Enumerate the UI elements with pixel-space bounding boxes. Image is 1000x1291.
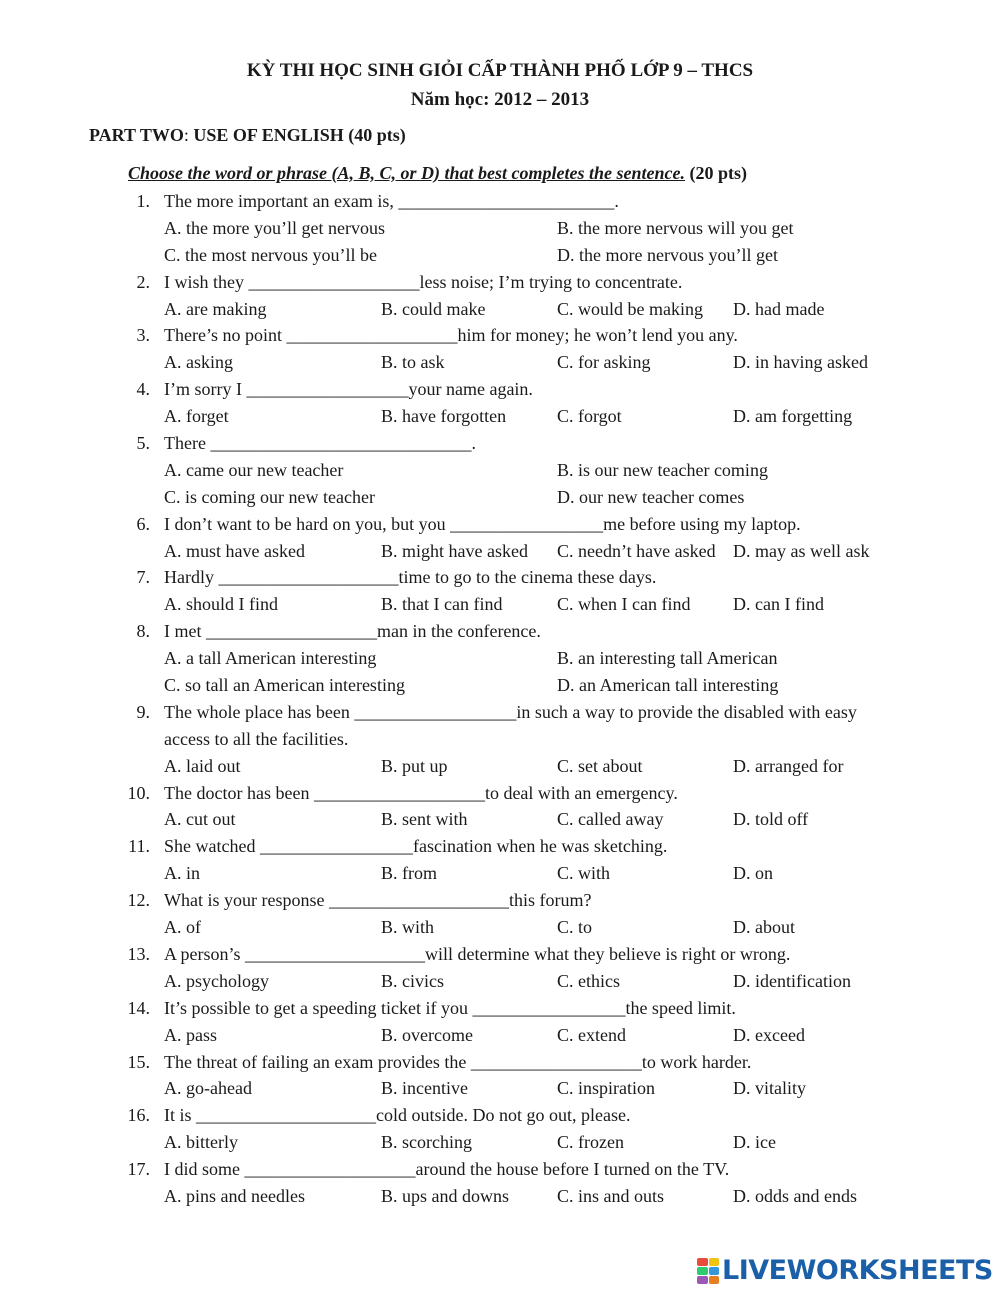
question-number: 14. (127, 997, 150, 1018)
question-row (0, 887, 1000, 914)
question-row (0, 269, 1000, 296)
answer-option: B. have forgotten (381, 406, 507, 427)
options-row (0, 457, 1000, 484)
options-row (0, 806, 1000, 833)
options-row (0, 215, 1000, 242)
logo-icon-tile (697, 1276, 708, 1284)
answer-option: C. frozen (557, 1132, 624, 1153)
answer-option: D. an American tall interesting (557, 675, 779, 696)
answer-option: C. forgot (557, 406, 622, 427)
answer-option: B. might have asked (381, 540, 528, 561)
question-row (0, 564, 1000, 591)
question-row (0, 511, 1000, 538)
answer-option: A. bitterly (164, 1132, 238, 1153)
question-number: 15. (127, 1051, 150, 1072)
answer-option: C. inspiration (557, 1078, 655, 1099)
liveworksheets-logo-icon (697, 1258, 719, 1284)
answer-option: D. odds and ends (733, 1185, 857, 1206)
question-text: The threat of failing an exam provides the ___________________to work harder. (164, 1051, 752, 1072)
options-row (0, 860, 1000, 887)
answer-option: C. the most nervous you’ll be (164, 244, 377, 265)
logo-icon-tile (709, 1267, 720, 1275)
answer-option: D. on (733, 863, 773, 884)
answer-option: B. civics (381, 970, 444, 991)
answer-option: D. ice (733, 1132, 776, 1153)
answer-option: C. ins and outs (557, 1185, 665, 1206)
answer-option: C. called away (557, 809, 664, 830)
answer-option: B. put up (381, 755, 448, 776)
question-row (0, 322, 1000, 349)
options-row (0, 538, 1000, 565)
question-number: 9. (136, 701, 150, 722)
answer-option: B. incentive (381, 1078, 468, 1099)
question-list (0, 188, 1000, 1210)
question-row (0, 188, 1000, 215)
logo-icon-tile (697, 1258, 708, 1266)
question-text: The doctor has been ___________________to deal with an emergency. (164, 782, 678, 803)
question-number: 7. (136, 567, 150, 588)
question-number: 2. (136, 271, 150, 292)
answer-option: A. pass (164, 1024, 217, 1045)
answer-option: A. a tall American interesting (164, 648, 377, 669)
answer-option: B. ups and downs (381, 1185, 510, 1206)
answer-option: B. could make (381, 298, 486, 319)
answer-option: D. vitality (733, 1078, 806, 1099)
question-text: She watched _________________fascination when he was sketching. (164, 836, 668, 857)
answer-option: B. that I can find (381, 594, 503, 615)
question-row (0, 833, 1000, 860)
question-row (0, 1156, 1000, 1183)
answer-option: A. came our new teacher (164, 459, 344, 480)
logo-text: LIVEWORKSHEETS (722, 1255, 993, 1286)
question-number: 8. (136, 621, 150, 642)
answer-option: D. arranged for (733, 755, 844, 776)
question-text: I wish they ___________________less noise; I’m trying to concentrate. (164, 271, 683, 292)
question-number: 1. (136, 191, 150, 211)
question-number: 12. (127, 890, 150, 911)
part-heading (89, 125, 406, 146)
answer-option: B. an interesting tall American (557, 648, 778, 669)
answer-option: C. ethics (557, 970, 620, 991)
question-text: There _____________________________. (164, 433, 476, 454)
answer-option: C. for asking (557, 352, 651, 373)
answer-option: C. would be making (557, 298, 703, 319)
question-row (0, 995, 1000, 1022)
answer-option: D. in having asked (733, 352, 868, 373)
options-row (0, 645, 1000, 672)
question-number: 3. (136, 325, 150, 346)
question-text: I’m sorry I __________________your name again. (164, 379, 533, 400)
question-row (0, 780, 1000, 807)
options-row (0, 591, 1000, 618)
question-row (0, 941, 1000, 968)
answer-option: A. forget (164, 406, 229, 427)
question-text: access to all the facilities. (164, 728, 349, 749)
answer-option: A. of (164, 917, 201, 938)
options-row (0, 914, 1000, 941)
answer-option: D. about (733, 917, 795, 938)
question-text: The whole place has been __________________in such a way to provide the disabled with easy (164, 701, 857, 722)
question-text: There’s no point ___________________him for money; he won’t lend you any. (164, 325, 738, 346)
question-number: 16. (127, 1105, 150, 1126)
answer-option: A. laid out (164, 755, 241, 776)
question-text: It’s possible to get a speeding ticket if you _________________the speed limit. (164, 997, 736, 1018)
options-row (0, 296, 1000, 323)
options-row (0, 403, 1000, 430)
instruction-points: (20 pts) (685, 163, 748, 183)
question-number: 6. (136, 513, 150, 534)
question-row (0, 430, 1000, 457)
question-text: I don’t want to be hard on you, but you _________________me before using my laptop. (164, 513, 801, 534)
answer-option: B. to ask (381, 352, 445, 373)
answer-option: B. is our new teacher coming (557, 459, 768, 480)
answer-option: B. overcome (381, 1024, 473, 1045)
answer-option: A. should I find (164, 594, 278, 615)
question-text: Hardly ____________________time to go to the cinema these days. (164, 567, 657, 588)
question-row (0, 376, 1000, 403)
options-row (0, 242, 1000, 269)
question-text: A person’s ____________________will determine what they believe is right or wrong. (164, 943, 791, 964)
logo-icon-tile (697, 1267, 708, 1275)
options-row (0, 1129, 1000, 1156)
answer-option: D. told off (733, 809, 809, 830)
question-text: What is your response ____________________this forum? (164, 890, 592, 911)
question-row (0, 726, 1000, 753)
question-text: The more important an exam is, ________________________. (164, 191, 619, 211)
answer-option: C. set about (557, 755, 643, 776)
school-year: Năm học: 2012 – 2013 (410, 89, 590, 110)
answer-option: A. pins and needles (164, 1185, 305, 1206)
answer-option: A. in (164, 863, 200, 884)
options-row (0, 672, 1000, 699)
options-row (0, 1075, 1000, 1102)
answer-option: C. so tall an American interesting (164, 675, 405, 696)
answer-option: B. scorching (381, 1132, 472, 1153)
question-row (0, 618, 1000, 645)
answer-option: A. psychology (164, 970, 269, 991)
answer-option: C. extend (557, 1024, 626, 1045)
liveworksheets-logo (697, 1255, 993, 1286)
answer-option: C. when I can find (557, 594, 691, 615)
part-label: PART TWO (89, 125, 184, 145)
answer-option: B. with (381, 917, 435, 938)
answer-option: D. am forgetting (733, 406, 853, 427)
options-row (0, 753, 1000, 780)
options-row (0, 1022, 1000, 1049)
answer-option: A. must have asked (164, 540, 305, 561)
answer-option: D. can I find (733, 594, 824, 615)
question-row (0, 699, 1000, 726)
question-row (0, 1102, 1000, 1129)
options-row (0, 1183, 1000, 1210)
answer-option: C. to (557, 917, 593, 938)
question-number: 17. (127, 1159, 150, 1180)
instruction-text: Choose the word or phrase (A, B, C, or D) that best completes the sentence. (128, 163, 686, 183)
answer-option: A. are making (164, 298, 267, 319)
answer-option: B. from (381, 863, 437, 884)
question-row (0, 1049, 1000, 1076)
question-number: 4. (136, 379, 150, 400)
answer-option: D. our new teacher comes (557, 486, 745, 507)
answer-option: A. asking (164, 352, 233, 373)
question-text: It is ____________________cold outside. Do not go out, please. (164, 1105, 631, 1126)
question-number: 13. (127, 943, 150, 964)
options-row (0, 349, 1000, 376)
instruction (128, 163, 747, 184)
question-number: 10. (127, 782, 150, 803)
exam-title: KỲ THI HỌC SINH GIỎI CẤP THÀNH PHỐ LỚP 9 – THCS (246, 60, 754, 81)
answer-option: C. needn’t have asked (557, 540, 716, 561)
answer-option: C. with (557, 863, 611, 884)
options-row (0, 968, 1000, 995)
logo-icon-tile (709, 1276, 720, 1284)
answer-option: A. go-ahead (164, 1078, 252, 1099)
answer-option: B. sent with (381, 809, 468, 830)
options-row (0, 484, 1000, 511)
part-name: USE OF ENGLISH (40 pts) (188, 125, 406, 145)
answer-option: D. had made (733, 298, 825, 319)
answer-option: D. identification (733, 970, 851, 991)
question-number: 5. (136, 433, 150, 454)
answer-option: B. the more nervous will you get (557, 217, 794, 238)
answer-option: D. may as well ask (733, 540, 870, 561)
part-separator: : (183, 125, 189, 145)
answer-option: C. is coming our new teacher (164, 486, 375, 507)
answer-option: D. the more nervous you’ll get (557, 244, 778, 265)
question-text: I met ___________________man in the conference. (164, 621, 541, 642)
answer-option: A. cut out (164, 809, 236, 830)
question-text: I did some ___________________around the house before I turned on the TV. (164, 1159, 730, 1180)
logo-icon-tile (709, 1258, 720, 1266)
answer-option: A. the more you’ll get nervous (164, 217, 385, 238)
question-number: 11. (128, 836, 150, 857)
answer-option: D. exceed (733, 1024, 805, 1045)
